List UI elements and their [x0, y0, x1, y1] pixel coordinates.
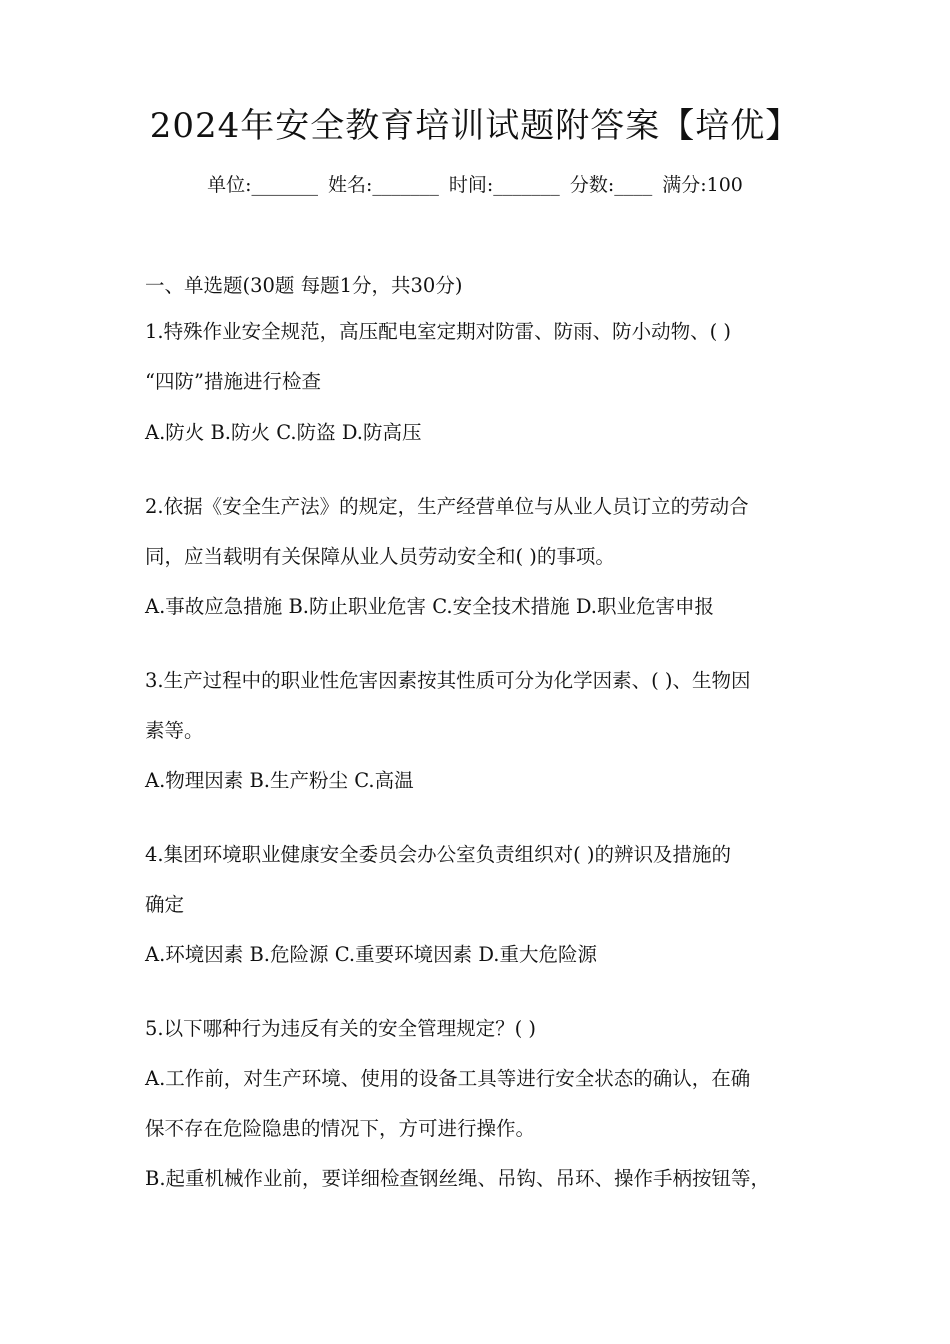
question-2-line-1: 2.依据《安全生产法》的规定，生产经营单位与从业人员订立的劳动合 [145, 495, 749, 518]
question-2-options: A.事故应急措施 B.防止职业危害 C.安全技术措施 D.职业危害申报 [145, 595, 714, 618]
field-unit: 单位:_______ [207, 174, 318, 196]
question-2-line-2: 同，应当载明有关保障从业人员劳动安全和( )的事项。 [145, 545, 615, 568]
field-time: 时间:_______ [448, 174, 560, 196]
question-1-line-2: “四防”措施进行检查 [145, 370, 321, 393]
field-full-score: 满分:100 [662, 174, 743, 196]
question-5-option-b-line-1: B.起重机械作业前，要详细检查钢丝绳、吊钩、吊环、操作手柄按钮等， [145, 1167, 771, 1190]
question-5-line-1: 5.以下哪种行为违反有关的安全管理规定？( ) [145, 1017, 537, 1040]
field-score: 分数:____ [569, 174, 653, 196]
document-title: 2024年安全教育培训试题附答案【培优】 [149, 106, 801, 146]
question-4-line-2: 确定 [145, 893, 185, 916]
question-4-options: A.环境因素 B.危险源 C.重要环境因素 D.重大危险源 [145, 943, 597, 966]
question-1-options: A.防火 B.防火 C.防盗 D.防高压 [145, 421, 422, 444]
question-3-line-1: 3.生产过程中的职业性危害因素按其性质可分为化学因素、( )、生物因 [145, 669, 751, 692]
question-4-line-1: 4.集团环境职业健康安全委员会办公室负责组织对( )的辨识及措施的 [145, 843, 732, 866]
field-name: 姓名:_______ [328, 174, 439, 196]
question-1-line-1: 1.特殊作业安全规范，高压配电室定期对防雷、防雨、防小动物、( ) [145, 320, 732, 343]
question-5-option-a-line-1: A.工作前，对生产环境、使用的设备工具等进行安全状态的确认，在确 [145, 1067, 751, 1090]
section-heading: 一、单选题(30题 每题1分，共30分) [145, 274, 463, 297]
question-3-line-2: 素等。 [145, 719, 204, 742]
info-fields [0, 171, 950, 199]
question-5-option-a-line-2: 保不存在危险隐患的情况下，方可进行操作。 [145, 1117, 536, 1140]
question-3-options: A.物理因素 B.生产粉尘 C.高温 [145, 769, 414, 792]
